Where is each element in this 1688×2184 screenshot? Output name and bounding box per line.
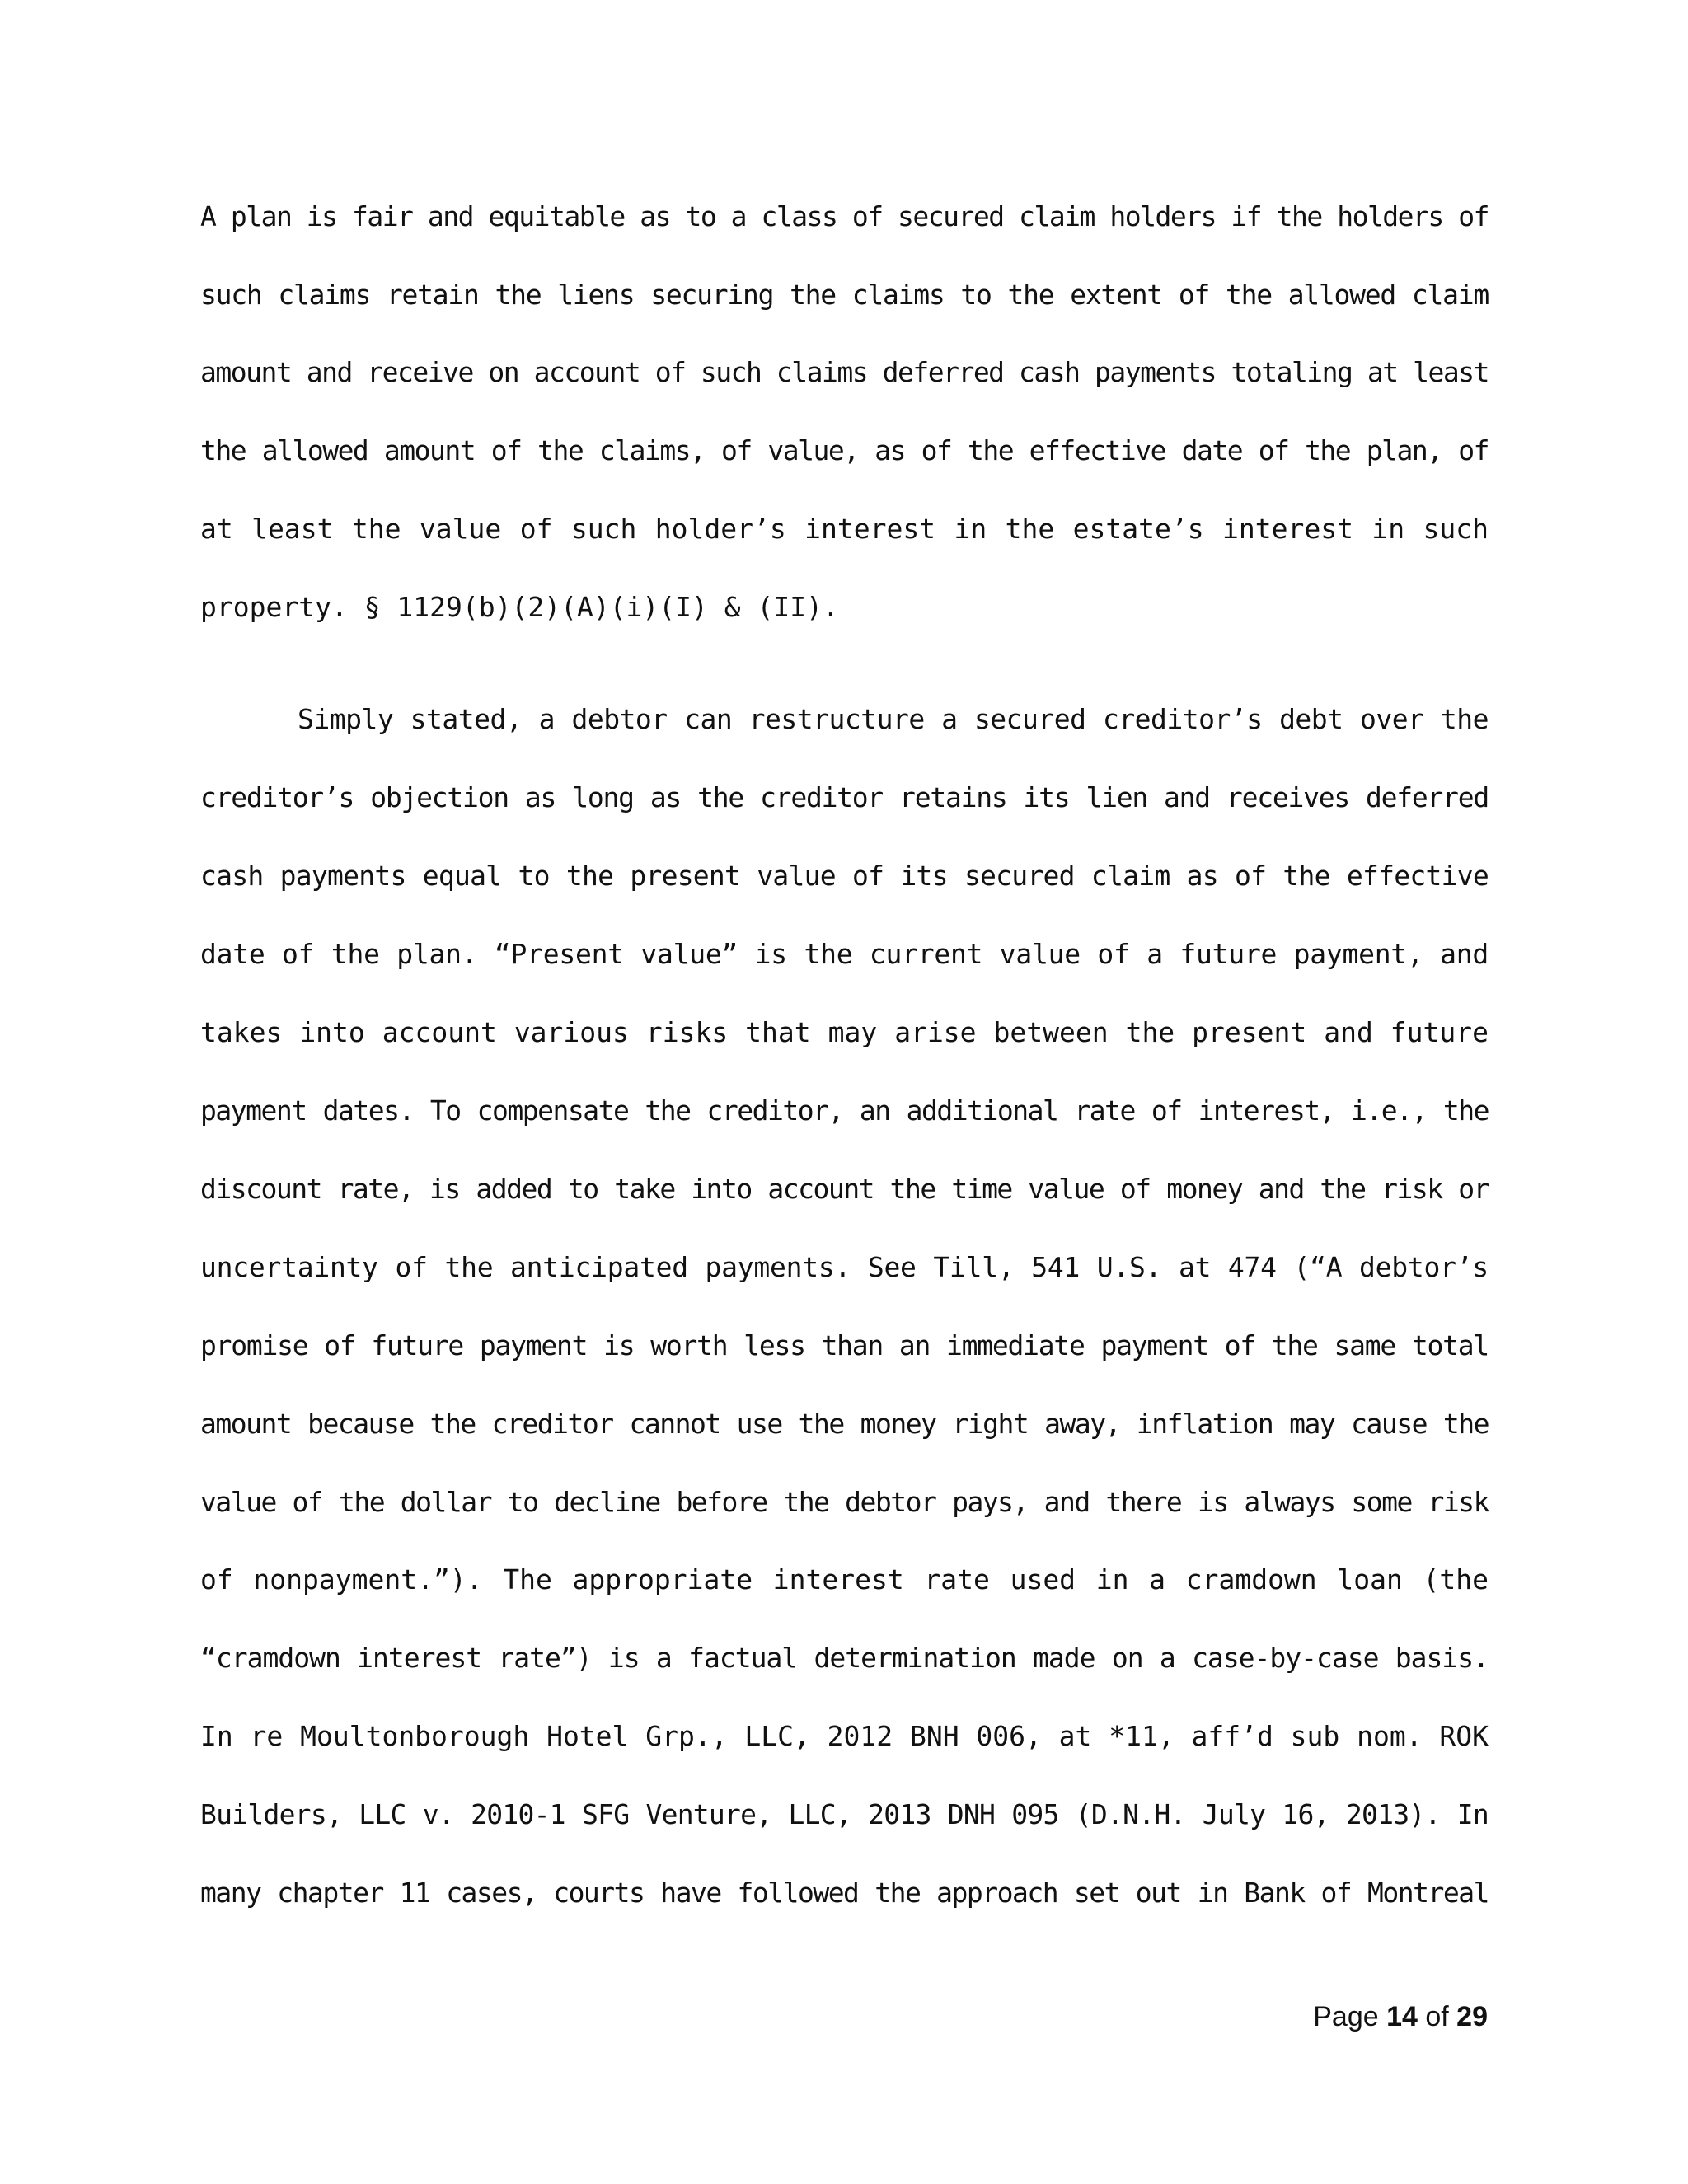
text-line: cash payments equal to the present value of its secured claim as of the effective <box>200 860 1489 892</box>
text-line: value of the dollar to decline before the debtor pays, and there is always some risk <box>200 1486 1489 1518</box>
text-line: date of the plan. “Present value” is the current value of a future payment, and <box>200 938 1489 970</box>
text-line: uncertainty of the anticipated payments. See Till, 541 U.S. at 474 (“A debtor’s <box>200 1251 1489 1283</box>
text-line: amount because the creditor cannot use the money right away, inflation may cause the <box>200 1408 1489 1440</box>
total-pages: 29 <box>1456 2001 1488 2032</box>
text-line: Simply stated, a debtor can restructure a secured creditor’s debt over the <box>298 703 1489 735</box>
text-line: property. § 1129(b)(2)(A)(i)(I) & (II). <box>200 591 839 623</box>
page-footer <box>1313 2000 1488 2033</box>
page-number: 14 <box>1386 2001 1418 2032</box>
text-line: the allowed amount of the claims, of value, as of the effective date of the plan, of <box>200 434 1489 466</box>
text-line: creditor’s objection as long as the creditor retains its lien and receives deferred <box>200 781 1489 813</box>
text-line: “cramdown interest rate”) is a factual determination made on a case-by-case basis. <box>200 1642 1489 1674</box>
text-line: many chapter 11 cases, courts have followed the approach set out in Bank of Montreal <box>200 1877 1489 1909</box>
text-line: takes into account various risks that may arise between the present and future <box>200 1016 1489 1048</box>
page-separator: of <box>1417 2001 1457 2032</box>
text-line: at least the value of such holder’s interest in the estate’s interest in such <box>200 513 1489 545</box>
text-line: promise of future payment is worth less than an immediate payment of the same total <box>200 1329 1489 1361</box>
text-line: Builders, LLC v. 2010-1 SFG Venture, LLC, 2013 DNH 095 (D.N.H. July 16, 2013). In <box>200 1798 1489 1830</box>
text-line: of nonpayment.”). The appropriate interest rate used in a cramdown loan (the <box>200 1563 1489 1596</box>
page-label: Page <box>1313 2001 1387 2032</box>
text-line: such claims retain the liens securing the claims to the extent of the allowed claim <box>200 279 1489 311</box>
text-line: payment dates. To compensate the creditor, an additional rate of interest, i.e., the <box>200 1094 1489 1127</box>
text-line: A plan is fair and equitable as to a class of secured claim holders if the holders of <box>200 200 1489 232</box>
text-line: discount rate, is added to take into account the time value of money and the risk or <box>200 1173 1489 1205</box>
text-line: amount and receive on account of such claims deferred cash payments totaling at least <box>200 356 1489 388</box>
text-line: In re Moultonborough Hotel Grp., LLC, 2012 BNH 006, at *11, aff’d sub nom. ROK <box>200 1720 1489 1752</box>
